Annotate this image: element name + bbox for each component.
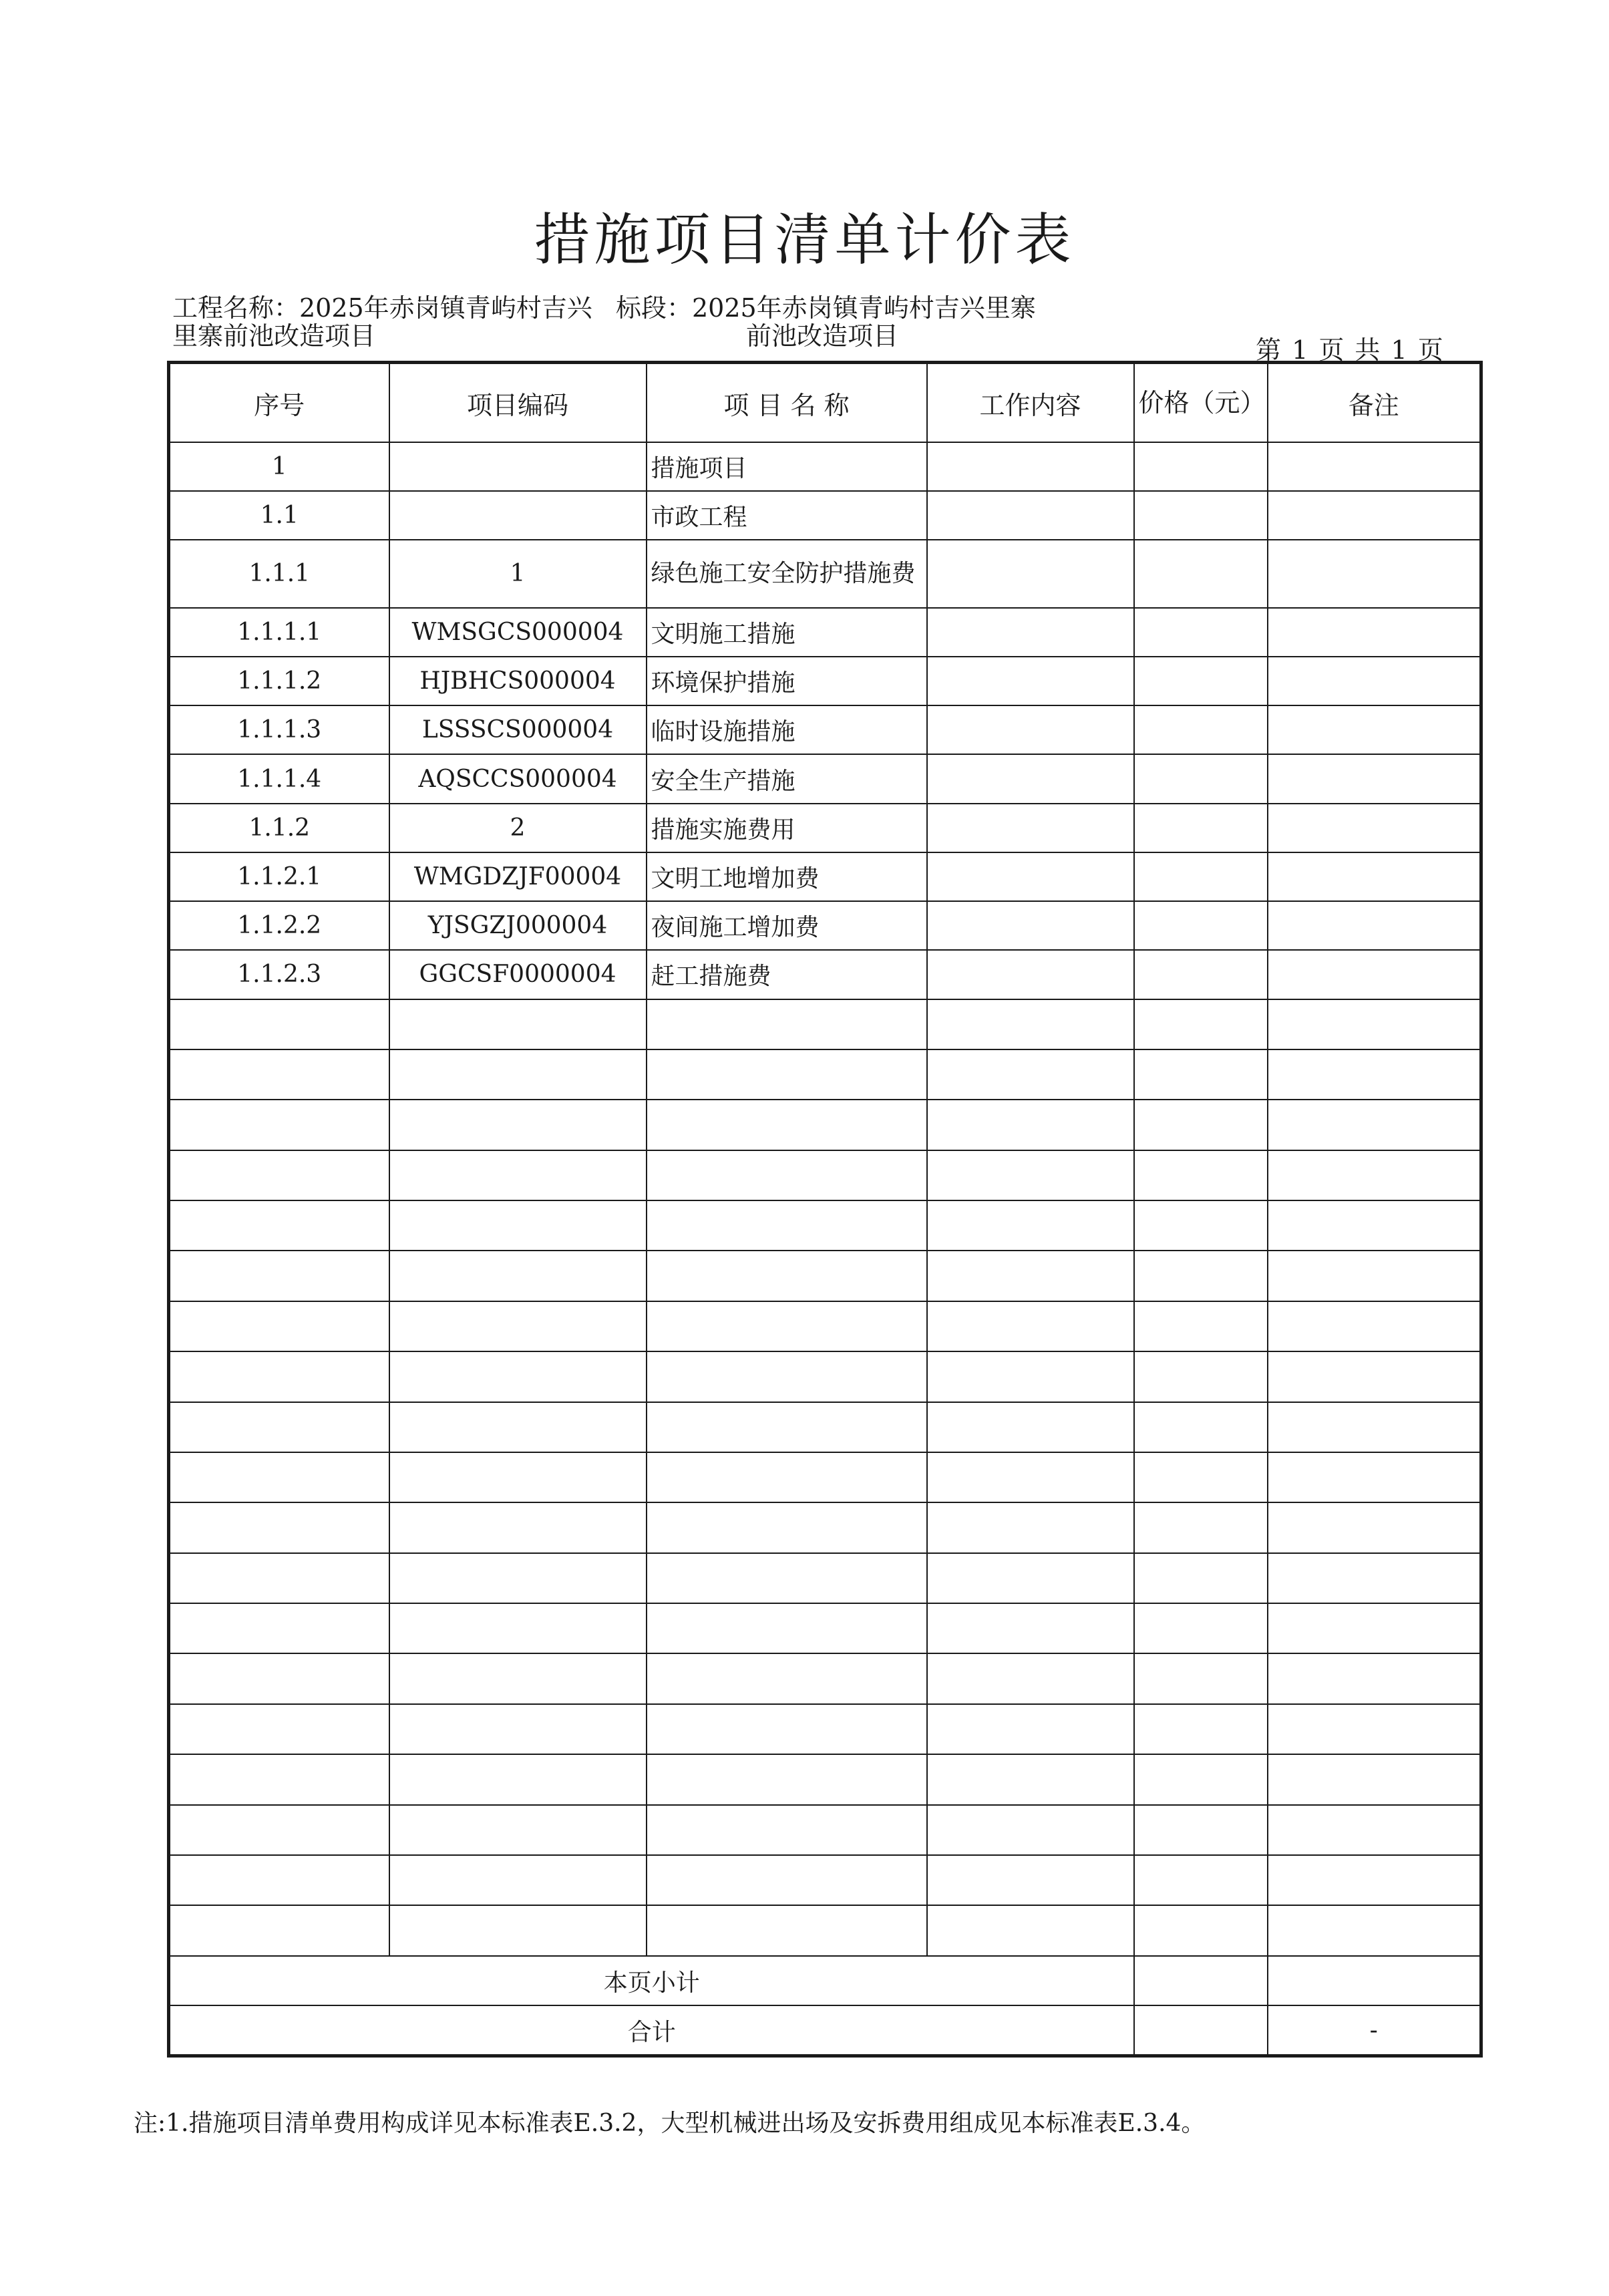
cell-name: 绿色施工安全防护措施费 (647, 540, 927, 607)
empty-cell (169, 999, 389, 1049)
empty-cell (1268, 1553, 1481, 1603)
cell-seq: 1.1.1 (169, 540, 389, 607)
empty-cell (169, 1754, 389, 1804)
table-row (169, 804, 1481, 852)
cell-seq: 1.1.2.3 (169, 950, 389, 999)
empty-cell (1268, 1704, 1481, 1754)
empty-cell (647, 1805, 927, 1855)
empty-row (169, 1805, 1481, 1855)
total-remark: - (1268, 2005, 1481, 2056)
empty-cell (1134, 1452, 1268, 1502)
cell-code: WMGDZJF00004 (389, 852, 647, 901)
empty-cell (1134, 1200, 1268, 1251)
empty-cell (1134, 999, 1268, 1049)
empty-cell (1268, 1452, 1481, 1502)
cell-name: 措施实施费用 (647, 804, 927, 852)
cell-work (927, 657, 1134, 705)
empty-cell (647, 1452, 927, 1502)
cell-seq: 1.1.1.1 (169, 608, 389, 657)
empty-cell (169, 1805, 389, 1855)
empty-cell (389, 1553, 647, 1603)
page-subtotal-label: 本页小计 (169, 1956, 1134, 2005)
empty-cell (1268, 1805, 1481, 1855)
cell-price (1134, 754, 1268, 803)
empty-row (169, 1301, 1481, 1351)
cell-remark (1268, 657, 1481, 705)
empty-row (169, 1905, 1481, 1956)
cell-name: 环境保护措施 (647, 657, 927, 705)
empty-cell (1268, 1301, 1481, 1351)
empty-cell (1134, 1805, 1268, 1855)
cell-remark (1268, 491, 1481, 540)
empty-cell (389, 1049, 647, 1100)
cell-seq: 1 (169, 442, 389, 491)
empty-cell (1134, 1251, 1268, 1301)
empty-cell (647, 1150, 927, 1200)
empty-cell (389, 1905, 647, 1956)
empty-cell (389, 1502, 647, 1552)
cell-seq: 1.1.1.2 (169, 657, 389, 705)
page-info: 第 1 页 共 1 页 (1256, 335, 1445, 365)
cell-code: 1 (389, 540, 647, 607)
cell-seq: 1.1.2.2 (169, 901, 389, 950)
cell-work (927, 491, 1134, 540)
empty-cell (1134, 1855, 1268, 1905)
header-name: 项 目 名 称 (647, 363, 927, 443)
cell-work (927, 950, 1134, 999)
total-price (1134, 2005, 1268, 2056)
total-row (169, 2005, 1481, 2056)
cell-price (1134, 804, 1268, 852)
measures-table (167, 361, 1483, 2058)
table-row (169, 657, 1481, 705)
empty-cell (1268, 1905, 1481, 1956)
cell-code: 2 (389, 804, 647, 852)
table-row (169, 901, 1481, 950)
empty-cell (169, 1402, 389, 1452)
empty-cell (169, 1653, 389, 1703)
footnote: 注:1.措施项目清单费用构成详见本标准表E.3.2，大型机械进出场及安拆费用组成见本标准表E.3.4。 (134, 2110, 1206, 2137)
empty-cell (1134, 1049, 1268, 1100)
table-row (169, 852, 1481, 901)
empty-cell (169, 1351, 389, 1402)
cell-remark (1268, 950, 1481, 999)
empty-cell (647, 1100, 927, 1150)
empty-cell (1268, 1251, 1481, 1301)
empty-cell (927, 1351, 1134, 1402)
empty-cell (927, 1100, 1134, 1150)
empty-cell (647, 1553, 927, 1603)
empty-cell (169, 1905, 389, 1956)
header-remark: 备注 (1268, 363, 1481, 443)
empty-cell (389, 1351, 647, 1402)
empty-cell (1134, 1301, 1268, 1351)
empty-cell (927, 1301, 1134, 1351)
empty-cell (1268, 1150, 1481, 1200)
empty-cell (927, 1150, 1134, 1200)
empty-row (169, 1251, 1481, 1301)
empty-cell (1134, 1402, 1268, 1452)
empty-cell (389, 1100, 647, 1150)
empty-cell (927, 1251, 1134, 1301)
empty-row (169, 1200, 1481, 1251)
empty-cell (169, 1855, 389, 1905)
cell-work (927, 705, 1134, 754)
section-name-line1: 标段：2025年赤岗镇青屿村吉兴里寨 (616, 293, 1036, 323)
cell-work (927, 804, 1134, 852)
cell-seq: 1.1.1.3 (169, 705, 389, 754)
header-row (169, 363, 1481, 443)
empty-cell (927, 1905, 1134, 1956)
section-name (616, 294, 1083, 350)
project-name-line1: 工程名称：2025年赤岗镇青屿村吉兴 (172, 293, 592, 323)
cell-code (389, 442, 647, 491)
cell-code: YJSGZJ000004 (389, 901, 647, 950)
cell-price (1134, 491, 1268, 540)
empty-row (169, 1704, 1481, 1754)
empty-cell (389, 1301, 647, 1351)
empty-cell (389, 1603, 647, 1653)
cell-price (1134, 705, 1268, 754)
empty-cell (1134, 1704, 1268, 1754)
cell-work (927, 754, 1134, 803)
empty-cell (389, 999, 647, 1049)
cell-remark (1268, 442, 1481, 491)
page-subtotal-row (169, 1956, 1481, 2005)
cell-remark (1268, 540, 1481, 607)
cell-price (1134, 852, 1268, 901)
empty-cell (1268, 1351, 1481, 1402)
table-row (169, 540, 1481, 607)
cell-remark (1268, 901, 1481, 950)
empty-row (169, 999, 1481, 1049)
empty-cell (1268, 1653, 1481, 1703)
header-price: 价格（元） (1134, 363, 1268, 443)
cell-price (1134, 540, 1268, 607)
empty-cell (169, 1704, 389, 1754)
empty-cell (169, 1452, 389, 1502)
empty-cell (389, 1805, 647, 1855)
cell-name: 临时设施措施 (647, 705, 927, 754)
empty-cell (927, 1049, 1134, 1100)
empty-cell (647, 999, 927, 1049)
table-row (169, 754, 1481, 803)
cell-code: GGCSF0000004 (389, 950, 647, 999)
empty-cell (927, 1200, 1134, 1251)
empty-row (169, 1855, 1481, 1905)
empty-cell (389, 1402, 647, 1452)
empty-cell (389, 1452, 647, 1502)
empty-cell (1268, 1049, 1481, 1100)
empty-cell (647, 1754, 927, 1804)
empty-cell (1134, 1603, 1268, 1653)
empty-cell (1134, 1502, 1268, 1552)
section-name-line2: 前池改造项目 (746, 321, 899, 351)
empty-row (169, 1603, 1481, 1653)
cell-code (389, 491, 647, 540)
empty-cell (647, 1049, 927, 1100)
empty-cell (389, 1653, 647, 1703)
empty-cell (1268, 1603, 1481, 1653)
page-title: 措施项目清单计价表 (534, 207, 1075, 273)
empty-row (169, 1452, 1481, 1502)
cell-remark (1268, 705, 1481, 754)
cell-remark (1268, 852, 1481, 901)
empty-cell (647, 1704, 927, 1754)
cell-work (927, 901, 1134, 950)
cell-name: 市政工程 (647, 491, 927, 540)
cell-price (1134, 608, 1268, 657)
cell-work (927, 540, 1134, 607)
empty-cell (1134, 1754, 1268, 1804)
cell-name: 措施项目 (647, 442, 927, 491)
empty-cell (927, 999, 1134, 1049)
empty-cell (389, 1200, 647, 1251)
empty-cell (169, 1200, 389, 1251)
empty-cell (927, 1805, 1134, 1855)
empty-cell (1134, 1351, 1268, 1402)
cell-name: 赶工措施费 (647, 950, 927, 999)
page-subtotal-remark (1268, 1956, 1481, 2005)
cell-name: 文明施工措施 (647, 608, 927, 657)
empty-cell (927, 1603, 1134, 1653)
header-seq: 序号 (169, 363, 389, 443)
empty-row (169, 1049, 1481, 1100)
empty-cell (389, 1754, 647, 1804)
empty-cell (927, 1653, 1134, 1703)
empty-cell (169, 1251, 389, 1301)
empty-cell (169, 1553, 389, 1603)
cell-seq: 1.1 (169, 491, 389, 540)
empty-cell (647, 1653, 927, 1703)
table-row (169, 950, 1481, 999)
empty-cell (1268, 1100, 1481, 1150)
empty-cell (927, 1553, 1134, 1603)
empty-cell (927, 1452, 1134, 1502)
empty-cell (169, 1502, 389, 1552)
empty-cell (169, 1150, 389, 1200)
empty-cell (1134, 1100, 1268, 1150)
empty-cell (927, 1402, 1134, 1452)
empty-cell (927, 1754, 1134, 1804)
empty-row (169, 1754, 1481, 1804)
empty-cell (389, 1251, 647, 1301)
empty-row (169, 1553, 1481, 1603)
empty-row (169, 1351, 1481, 1402)
empty-cell (1268, 1754, 1481, 1804)
page-subtotal-price (1134, 1956, 1268, 2005)
empty-cell (169, 1603, 389, 1653)
empty-cell (389, 1855, 647, 1905)
project-name-line2: 里寨前池改造项目 (172, 321, 376, 351)
cell-price (1134, 901, 1268, 950)
empty-cell (389, 1150, 647, 1200)
cell-price (1134, 442, 1268, 491)
empty-cell (647, 1200, 927, 1251)
cell-name: 夜间施工增加费 (647, 901, 927, 950)
cell-name: 安全生产措施 (647, 754, 927, 803)
cell-name: 文明工地增加费 (647, 852, 927, 901)
empty-cell (169, 1049, 389, 1100)
table-row (169, 608, 1481, 657)
empty-row (169, 1502, 1481, 1552)
empty-cell (647, 1502, 927, 1552)
cell-remark (1268, 804, 1481, 852)
cell-seq: 1.1.1.4 (169, 754, 389, 803)
empty-cell (647, 1351, 927, 1402)
empty-cell (647, 1855, 927, 1905)
empty-cell (1268, 1855, 1481, 1905)
empty-cell (927, 1502, 1134, 1552)
empty-cell (1268, 999, 1481, 1049)
header-code: 项目编码 (389, 363, 647, 443)
cell-work (927, 852, 1134, 901)
cell-work (927, 442, 1134, 491)
header-work: 工作内容 (927, 363, 1134, 443)
cell-seq: 1.1.2.1 (169, 852, 389, 901)
empty-cell (927, 1704, 1134, 1754)
cell-code: AQSCCS000004 (389, 754, 647, 803)
empty-cell (1134, 1653, 1268, 1703)
empty-cell (1134, 1905, 1268, 1956)
empty-cell (1268, 1200, 1481, 1251)
table-row (169, 705, 1481, 754)
table-row (169, 491, 1481, 540)
cell-code: WMSGCS000004 (389, 608, 647, 657)
cell-remark (1268, 754, 1481, 803)
empty-cell (169, 1301, 389, 1351)
empty-cell (1134, 1150, 1268, 1200)
empty-cell (647, 1603, 927, 1653)
empty-cell (1134, 1553, 1268, 1603)
empty-cell (389, 1704, 647, 1754)
empty-cell (927, 1855, 1134, 1905)
empty-cell (647, 1251, 927, 1301)
table-row (169, 442, 1481, 491)
empty-cell (647, 1301, 927, 1351)
empty-row (169, 1402, 1481, 1452)
project-name (172, 294, 606, 350)
empty-cell (647, 1905, 927, 1956)
empty-row (169, 1150, 1481, 1200)
empty-cell (1268, 1402, 1481, 1452)
cell-code: HJBHCS000004 (389, 657, 647, 705)
cell-price (1134, 950, 1268, 999)
cell-remark (1268, 608, 1481, 657)
total-label: 合计 (169, 2005, 1134, 2056)
empty-cell (169, 1100, 389, 1150)
cell-price (1134, 657, 1268, 705)
empty-cell (647, 1402, 927, 1452)
cell-code: LSSSCS000004 (389, 705, 647, 754)
cell-work (927, 608, 1134, 657)
empty-cell (1268, 1502, 1481, 1552)
cell-seq: 1.1.2 (169, 804, 389, 852)
empty-row (169, 1100, 1481, 1150)
empty-row (169, 1653, 1481, 1703)
